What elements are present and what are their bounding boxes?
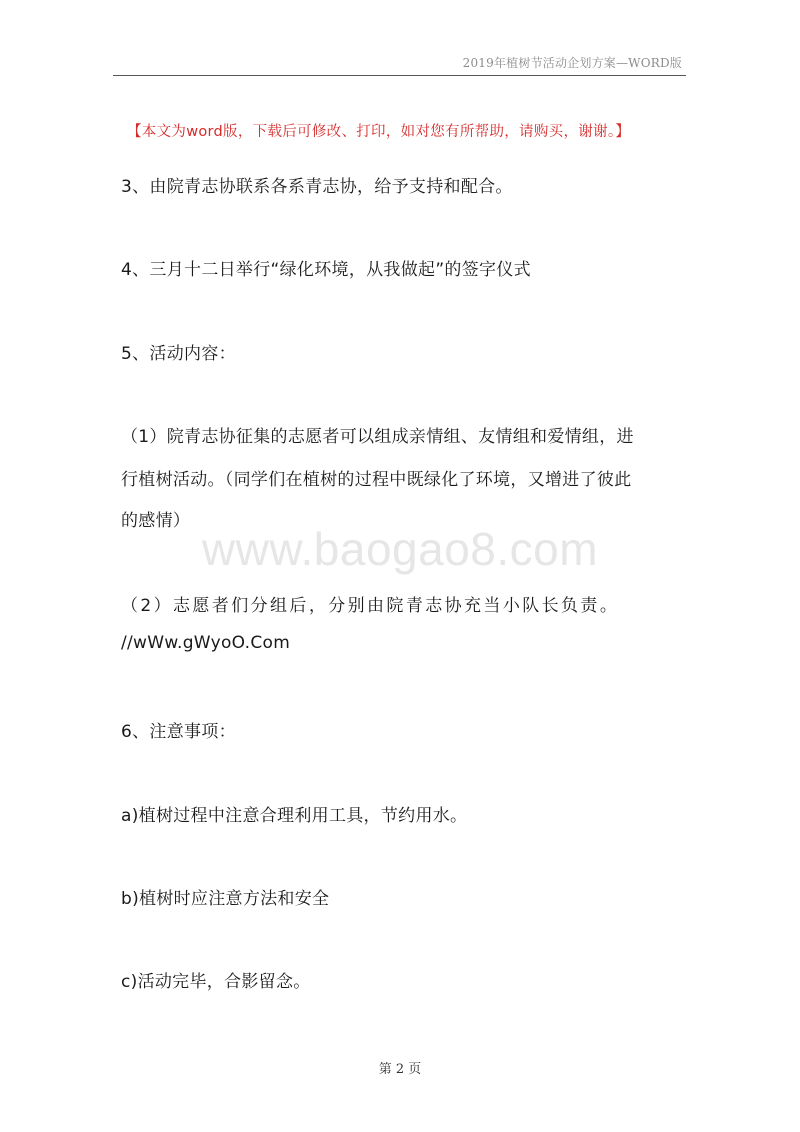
paragraph-1-line-1: （1）院青志协征集的志愿者可以组成亲情组、友情组和爱情组，进 bbox=[121, 427, 634, 447]
paragraph-1-line-2: 行植树活动。（同学们在植树的过程中既绿化了环境，又增进了彼此 bbox=[121, 470, 632, 490]
item-4: 4、三月十二日举行“绿化环境，从我做起”的签字仪式 bbox=[121, 260, 531, 280]
header-divider bbox=[113, 75, 686, 76]
purchase-notice: 【本文为word版，下载后可修改、打印，如对您有所帮助，请购买，谢谢。】 bbox=[127, 124, 631, 140]
paragraph-1-line-3: 的感情） bbox=[121, 511, 191, 531]
item-6-heading: 6、注意事项： bbox=[121, 722, 236, 742]
watermark-text: www.baogao8.com bbox=[201, 523, 599, 575]
note-c: c)活动完毕，合影留念。 bbox=[121, 972, 311, 992]
note-a: a)植树过程中注意合理利用工具，节约用水。 bbox=[121, 806, 468, 826]
item-3: 3、由院青志协联系各系青志协，给予支持和配合。 bbox=[121, 177, 513, 197]
paragraph-2-line-1: （2）志愿者们分组后，分别由院青志协充当小队长负责。 bbox=[121, 596, 620, 616]
page-header-title: 2019年植树节活动企划方案—WORD版 bbox=[462, 56, 682, 70]
page-number: 第 2 页 bbox=[378, 1062, 422, 1077]
note-b: b)植树时应注意方法和安全 bbox=[121, 889, 330, 909]
item-5-heading: 5、活动内容： bbox=[121, 344, 236, 364]
paragraph-2-link: //wWw.gWyoO.Com bbox=[121, 633, 291, 653]
